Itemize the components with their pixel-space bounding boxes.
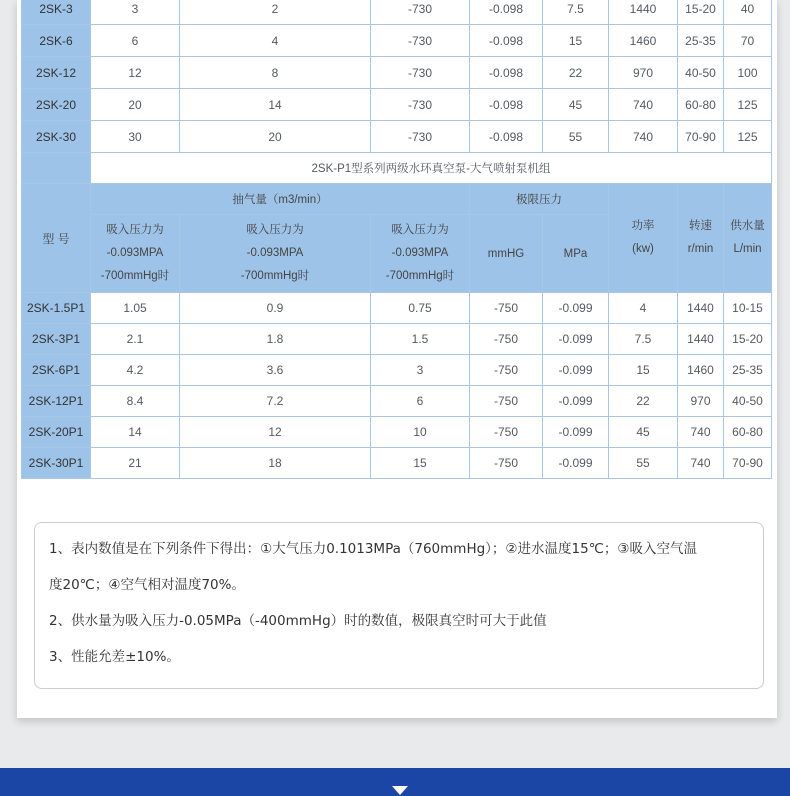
value-cell: 3.6 — [180, 355, 371, 386]
table2-caption: 2SK-P1型系列两级水环真空泵-大气喷射泵机组 — [91, 153, 772, 184]
value-cell: -730 — [371, 121, 470, 153]
value-cell: 45 — [543, 89, 609, 121]
value-cell: 15 — [609, 355, 678, 386]
value-cell: 0.9 — [180, 293, 371, 324]
value-cell: 1460 — [678, 355, 724, 386]
value-cell: 15-20 — [678, 0, 724, 25]
notes-box — [34, 522, 764, 689]
value-cell: 8 — [180, 57, 371, 89]
header-speed-unit: r/min — [687, 243, 714, 255]
value-cell: 22 — [543, 57, 609, 89]
value-cell: 4.2 — [91, 355, 180, 386]
value-cell: 1440 — [678, 293, 724, 324]
value-cell: 70 — [724, 25, 772, 57]
value-cell: -750 — [470, 417, 543, 448]
header-water — [724, 184, 772, 293]
caption-spacer — [22, 153, 91, 184]
value-cell: 7.2 — [180, 386, 371, 417]
spec-table — [21, 0, 772, 479]
header-water-unit: L/min — [733, 243, 762, 255]
header-pumping-speed: 抽气量（m3/min） — [91, 184, 470, 215]
value-cell: 970 — [609, 57, 678, 89]
value-cell: 55 — [543, 121, 609, 153]
value-cell: 0.75 — [371, 293, 470, 324]
value-cell: -0.099 — [543, 386, 609, 417]
value-cell: -0.098 — [470, 25, 543, 57]
value-cell: 20 — [91, 89, 180, 121]
value-cell: 18 — [180, 448, 371, 479]
value-cell: 740 — [609, 89, 678, 121]
value-cell: 7.5 — [543, 0, 609, 25]
model-cell: 2SK-20P1 — [22, 417, 91, 448]
header-model: 型 号 — [22, 184, 91, 293]
value-cell: 22 — [609, 386, 678, 417]
table2-body — [22, 293, 772, 479]
model-cell: 2SK-1.5P1 — [22, 293, 91, 324]
note-3: 3、性能允差±10%。 — [49, 649, 180, 665]
value-cell: 25-35 — [724, 355, 772, 386]
note-1-continued: 度20℃；④空气相对温度70%。 — [49, 577, 245, 593]
model-cell: 2SK-30P1 — [22, 448, 91, 479]
note-1: 1、表内数值是在下列条件下得出：①大气压力0.1013MPa（760mmHg）；②进水温度15℃；③吸入空气温 — [49, 541, 697, 557]
value-cell: 125 — [724, 121, 772, 153]
value-cell: -750 — [470, 386, 543, 417]
table-row — [22, 0, 772, 25]
value-cell: -750 — [470, 324, 543, 355]
value-cell: 70-90 — [678, 121, 724, 153]
value-cell: 3 — [371, 355, 470, 386]
value-cell: 15-20 — [724, 324, 772, 355]
table2-header — [22, 153, 772, 293]
value-cell: -730 — [371, 89, 470, 121]
value-cell: 15 — [371, 448, 470, 479]
value-cell: 1460 — [609, 25, 678, 57]
header-water-label: 供水量 — [730, 220, 765, 232]
value-cell: 40 — [724, 0, 772, 25]
value-cell: 6 — [371, 386, 470, 417]
table-row — [22, 448, 772, 479]
value-cell: 740 — [609, 121, 678, 153]
value-cell: 125 — [724, 89, 772, 121]
value-cell: 14 — [91, 417, 180, 448]
table-row — [22, 121, 772, 153]
model-cell: 2SK-20 — [22, 89, 91, 121]
table-row — [22, 386, 772, 417]
table-row — [22, 25, 772, 57]
header-power-label: 功率 — [631, 220, 655, 232]
spec-card — [17, 0, 777, 718]
header-power — [609, 184, 678, 293]
value-cell: -0.099 — [543, 448, 609, 479]
value-cell: 7.5 — [609, 324, 678, 355]
suction-1-line-2: -0.093MPA — [106, 247, 164, 259]
value-cell: -0.098 — [470, 57, 543, 89]
value-cell: 1.8 — [180, 324, 371, 355]
value-cell: -730 — [371, 57, 470, 89]
value-cell: 4 — [180, 25, 371, 57]
value-cell: 60-80 — [724, 417, 772, 448]
value-cell: 30 — [91, 121, 180, 153]
value-cell: -0.099 — [543, 324, 609, 355]
value-cell: 12 — [91, 57, 180, 89]
value-cell: 6 — [91, 25, 180, 57]
value-cell: 12 — [180, 417, 371, 448]
suction-1-line-3: -700mmHg时 — [100, 270, 170, 282]
value-cell: 20 — [180, 121, 371, 153]
suction-3-line-1: 吸入压力为 — [391, 224, 449, 236]
table-row — [22, 57, 772, 89]
value-cell: 14 — [180, 89, 371, 121]
suction-2-line-3: -700mmHg时 — [240, 270, 310, 282]
value-cell: -0.099 — [543, 293, 609, 324]
value-cell: 4 — [609, 293, 678, 324]
value-cell: 740 — [678, 448, 724, 479]
value-cell: 70-90 — [724, 448, 772, 479]
model-cell: 2SK-6 — [22, 25, 91, 57]
header-mmhg: mmHG — [470, 215, 543, 293]
value-cell: 2 — [180, 0, 371, 25]
model-cell: 2SK-3 — [22, 0, 91, 25]
suction-1-line-1: 吸入压力为 — [106, 224, 164, 236]
model-cell: 2SK-12 — [22, 57, 91, 89]
value-cell: -0.098 — [470, 121, 543, 153]
header-limit-pressure: 极限压力 — [470, 184, 609, 215]
header-suction-2 — [180, 215, 371, 293]
value-cell: 1440 — [678, 324, 724, 355]
value-cell: -750 — [470, 293, 543, 324]
suction-3-line-2: -0.093MPA — [391, 247, 449, 259]
table2-caption-row — [22, 153, 772, 184]
value-cell: 60-80 — [678, 89, 724, 121]
table-row — [22, 89, 772, 121]
value-cell: -750 — [470, 355, 543, 386]
value-cell: 1440 — [609, 0, 678, 25]
value-cell: 970 — [678, 386, 724, 417]
table1-body — [22, 0, 772, 153]
header-speed-label: 转速 — [689, 220, 712, 232]
value-cell: 10 — [371, 417, 470, 448]
value-cell: 8.4 — [91, 386, 180, 417]
note-2: 2、供水量为吸入压力-0.05MPa（-400mmHg）时的数值，极限真空时可大于此值 — [49, 613, 547, 629]
table-row — [22, 417, 772, 448]
value-cell: -0.098 — [470, 0, 543, 25]
value-cell: 55 — [609, 448, 678, 479]
value-cell: 740 — [678, 417, 724, 448]
table-row — [22, 355, 772, 386]
header-power-unit: (kw) — [632, 243, 654, 255]
value-cell: -0.099 — [543, 417, 609, 448]
value-cell: 45 — [609, 417, 678, 448]
value-cell: 10-15 — [724, 293, 772, 324]
value-cell: 15 — [543, 25, 609, 57]
header-speed — [678, 184, 724, 293]
value-cell: 1.5 — [371, 324, 470, 355]
suction-2-line-2: -0.093MPA — [246, 247, 304, 259]
value-cell: -750 — [470, 448, 543, 479]
model-cell: 2SK-6P1 — [22, 355, 91, 386]
table-row — [22, 293, 772, 324]
value-cell: 2.1 — [91, 324, 180, 355]
header-suction-3 — [371, 215, 470, 293]
footer-arrow-notch — [392, 786, 408, 795]
value-cell: -0.099 — [543, 355, 609, 386]
value-cell: 3 — [91, 0, 180, 25]
value-cell: 100 — [724, 57, 772, 89]
table-row — [22, 324, 772, 355]
header-mpa: MPa — [543, 215, 609, 293]
value-cell: 25-35 — [678, 25, 724, 57]
model-cell: 2SK-3P1 — [22, 324, 91, 355]
value-cell: 21 — [91, 448, 180, 479]
table2-header-row-1 — [22, 184, 772, 215]
model-cell: 2SK-12P1 — [22, 386, 91, 417]
value-cell: -730 — [371, 25, 470, 57]
header-suction-1 — [91, 215, 180, 293]
value-cell: 40-50 — [678, 57, 724, 89]
suction-3-line-3: -700mmHg时 — [385, 270, 455, 282]
value-cell: -0.098 — [470, 89, 543, 121]
value-cell: -730 — [371, 0, 470, 25]
value-cell: 1.05 — [91, 293, 180, 324]
model-cell: 2SK-30 — [22, 121, 91, 153]
value-cell: 40-50 — [724, 386, 772, 417]
suction-2-line-1: 吸入压力为 — [246, 224, 304, 236]
